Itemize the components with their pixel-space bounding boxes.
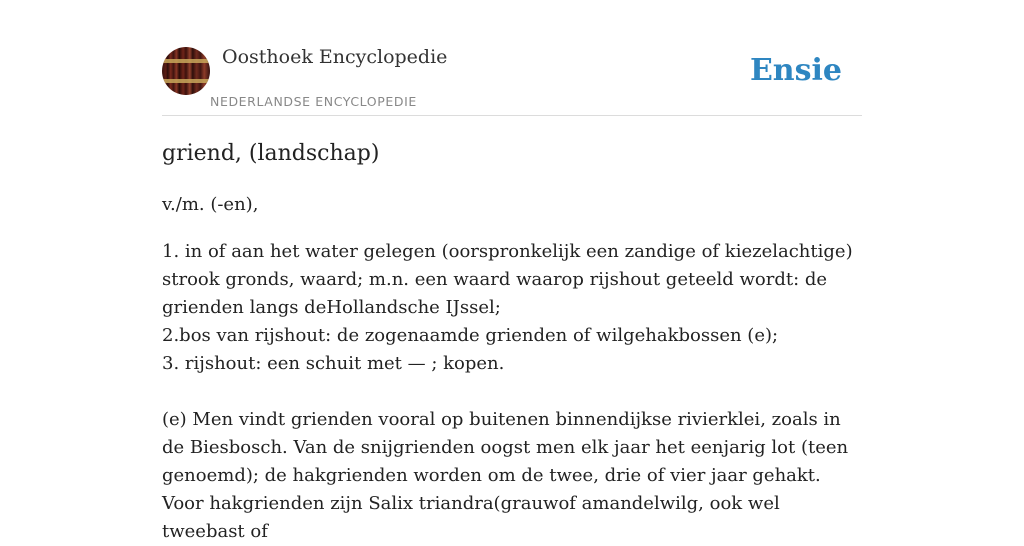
definition-1: 1. in of aan het water gelegen (oorspronkelijk een zandige of kiezelachtige) strook gronds, waard; m.n. een waard waarop rijshout geteeld wordt: de grienden langs deHollandsche IJssel; <box>162 241 853 318</box>
definition-2: 2.bos van rijshout: de zogenaamde grienden of wilgehakbossen (e); <box>162 325 779 346</box>
article <box>162 138 862 546</box>
site-subtitle: NEDERLANDSE ENCYCLOPEDIE <box>210 94 417 109</box>
brand-logo-link[interactable]: Ensie <box>749 53 842 88</box>
grammar-info: v./m. (-en), <box>162 194 259 215</box>
article-title: griend, (landschap) <box>162 141 380 166</box>
definition-3: 3. rijshout: een schuit met — ; kopen. <box>162 353 505 374</box>
site-title[interactable]: Oosthoek Encyclopedie <box>222 46 448 68</box>
encyclopedia-books-logo[interactable] <box>162 47 210 95</box>
paragraph-gap <box>162 378 862 406</box>
site-header <box>162 45 862 116</box>
article-body <box>162 238 862 546</box>
explanation-paragraph: (e) Men vindt grienden vooral op buitenen binnendijkse rivierklei, zoals in de Biesbosch. Van de snijgrienden oogst men elk jaar het eenjarig lot (teen genoemd); de hakgrienden worden om de twee, drie of vier jaar gehakt. Voor hakgrienden zijn Salix triandra(grauwof amandelwilg, ook wel tweebast of <box>162 409 849 542</box>
